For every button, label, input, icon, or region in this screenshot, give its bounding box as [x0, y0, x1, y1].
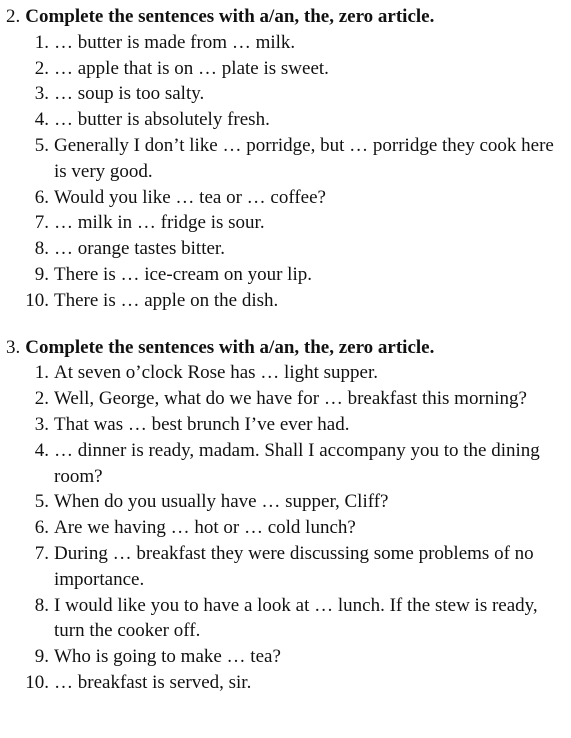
sentence-number: 10. [25, 671, 49, 693]
sentence-item [6, 386, 565, 412]
sentence-item [6, 133, 565, 185]
sentence-number: 3. [34, 83, 49, 105]
sentence-item [6, 438, 565, 490]
sentence-item [6, 412, 565, 438]
sentence-text: Are we having … hot or … cold lunch? [54, 517, 356, 539]
sentence-text: … butter is absolutely fresh. [54, 109, 270, 131]
sentence-number: 10. [25, 289, 49, 311]
sentence-text: That was … best brunch I’ve ever had. [54, 413, 350, 435]
sentence-text: When do you usually have … supper, Cliff? [54, 491, 389, 513]
sentence-text: Who is going to make … tea? [54, 646, 281, 668]
sentence-item [6, 236, 565, 262]
sentence-list [6, 360, 565, 695]
sentence-item [6, 644, 565, 670]
sentence-number: 3. [34, 413, 49, 435]
sentence-item [6, 360, 565, 386]
sentence-text: There is … ice-cream on your lip. [54, 263, 312, 285]
sentence-number: 6. [34, 186, 49, 208]
sentence-text: At seven o’clock Rose has … light supper. [54, 362, 379, 384]
sentence-item [6, 30, 565, 56]
sentence-text: Well, George, what do we have for … breakfast this morning? [54, 388, 527, 410]
sentence-number: 4. [34, 109, 49, 131]
sentence-number: 5. [34, 134, 49, 156]
exercise-number: 3. [6, 336, 21, 358]
sentence-text: … apple that is on … plate is sweet. [54, 57, 329, 79]
sentence-item [6, 288, 565, 314]
sentence-text: During … breakfast they were discussing some problems of no importance. [54, 542, 534, 590]
exercise-heading [6, 335, 565, 361]
sentence-item [6, 107, 565, 133]
sentence-item [6, 489, 565, 515]
exercise-title: Complete the sentences with a/an, the, zero article. [25, 336, 435, 358]
sentence-number: 1. [34, 362, 49, 384]
sentence-text: … breakfast is served, sir. [54, 671, 252, 693]
sentence-number: 7. [34, 542, 49, 564]
sentence-text: … dinner is ready, madam. Shall I accompany you to the dining room? [54, 439, 540, 487]
sentence-list [6, 30, 565, 314]
sentence-item [6, 515, 565, 541]
sentence-text: Would you like … tea or … coffee? [54, 186, 326, 208]
sentence-number: 6. [34, 517, 49, 539]
sentence-number: 7. [34, 212, 49, 234]
sentence-number: 5. [34, 491, 49, 513]
exercise-heading [6, 4, 565, 30]
sentence-number: 9. [34, 646, 49, 668]
sentence-number: 1. [34, 31, 49, 53]
sentence-item [6, 210, 565, 236]
sentence-text: … orange tastes bitter. [54, 238, 225, 260]
sentence-item [6, 670, 565, 696]
exercise-title: Complete the sentences with a/an, the, zero article. [25, 6, 435, 27]
sentence-number: 4. [34, 439, 49, 461]
sentence-text: … butter is made from … milk. [54, 31, 296, 53]
sentence-text: … soup is too salty. [54, 83, 205, 105]
sentence-item [6, 185, 565, 211]
sentence-text: I would like you to have a look at … lunch. If the stew is ready, turn the cooker off. [54, 594, 538, 642]
sentence-item [6, 262, 565, 288]
exercise-number: 2. [6, 6, 21, 27]
sentence-number: 8. [34, 238, 49, 260]
sentence-text: There is … apple on the dish. [54, 289, 279, 311]
sentence-text: … milk in … fridge is sour. [54, 212, 265, 234]
sentence-item [6, 593, 565, 645]
sentence-number: 2. [34, 57, 49, 79]
exercise-3 [6, 335, 565, 696]
exercise-2 [6, 4, 565, 314]
sentence-number: 9. [34, 263, 49, 285]
sentence-text: Generally I don’t like … porridge, but … porridge they cook here is very good. [54, 134, 554, 182]
sentence-item [6, 541, 565, 593]
sentence-number: 8. [34, 594, 49, 616]
sentence-number: 2. [34, 388, 49, 410]
sentence-item [6, 56, 565, 82]
sentence-item [6, 81, 565, 107]
